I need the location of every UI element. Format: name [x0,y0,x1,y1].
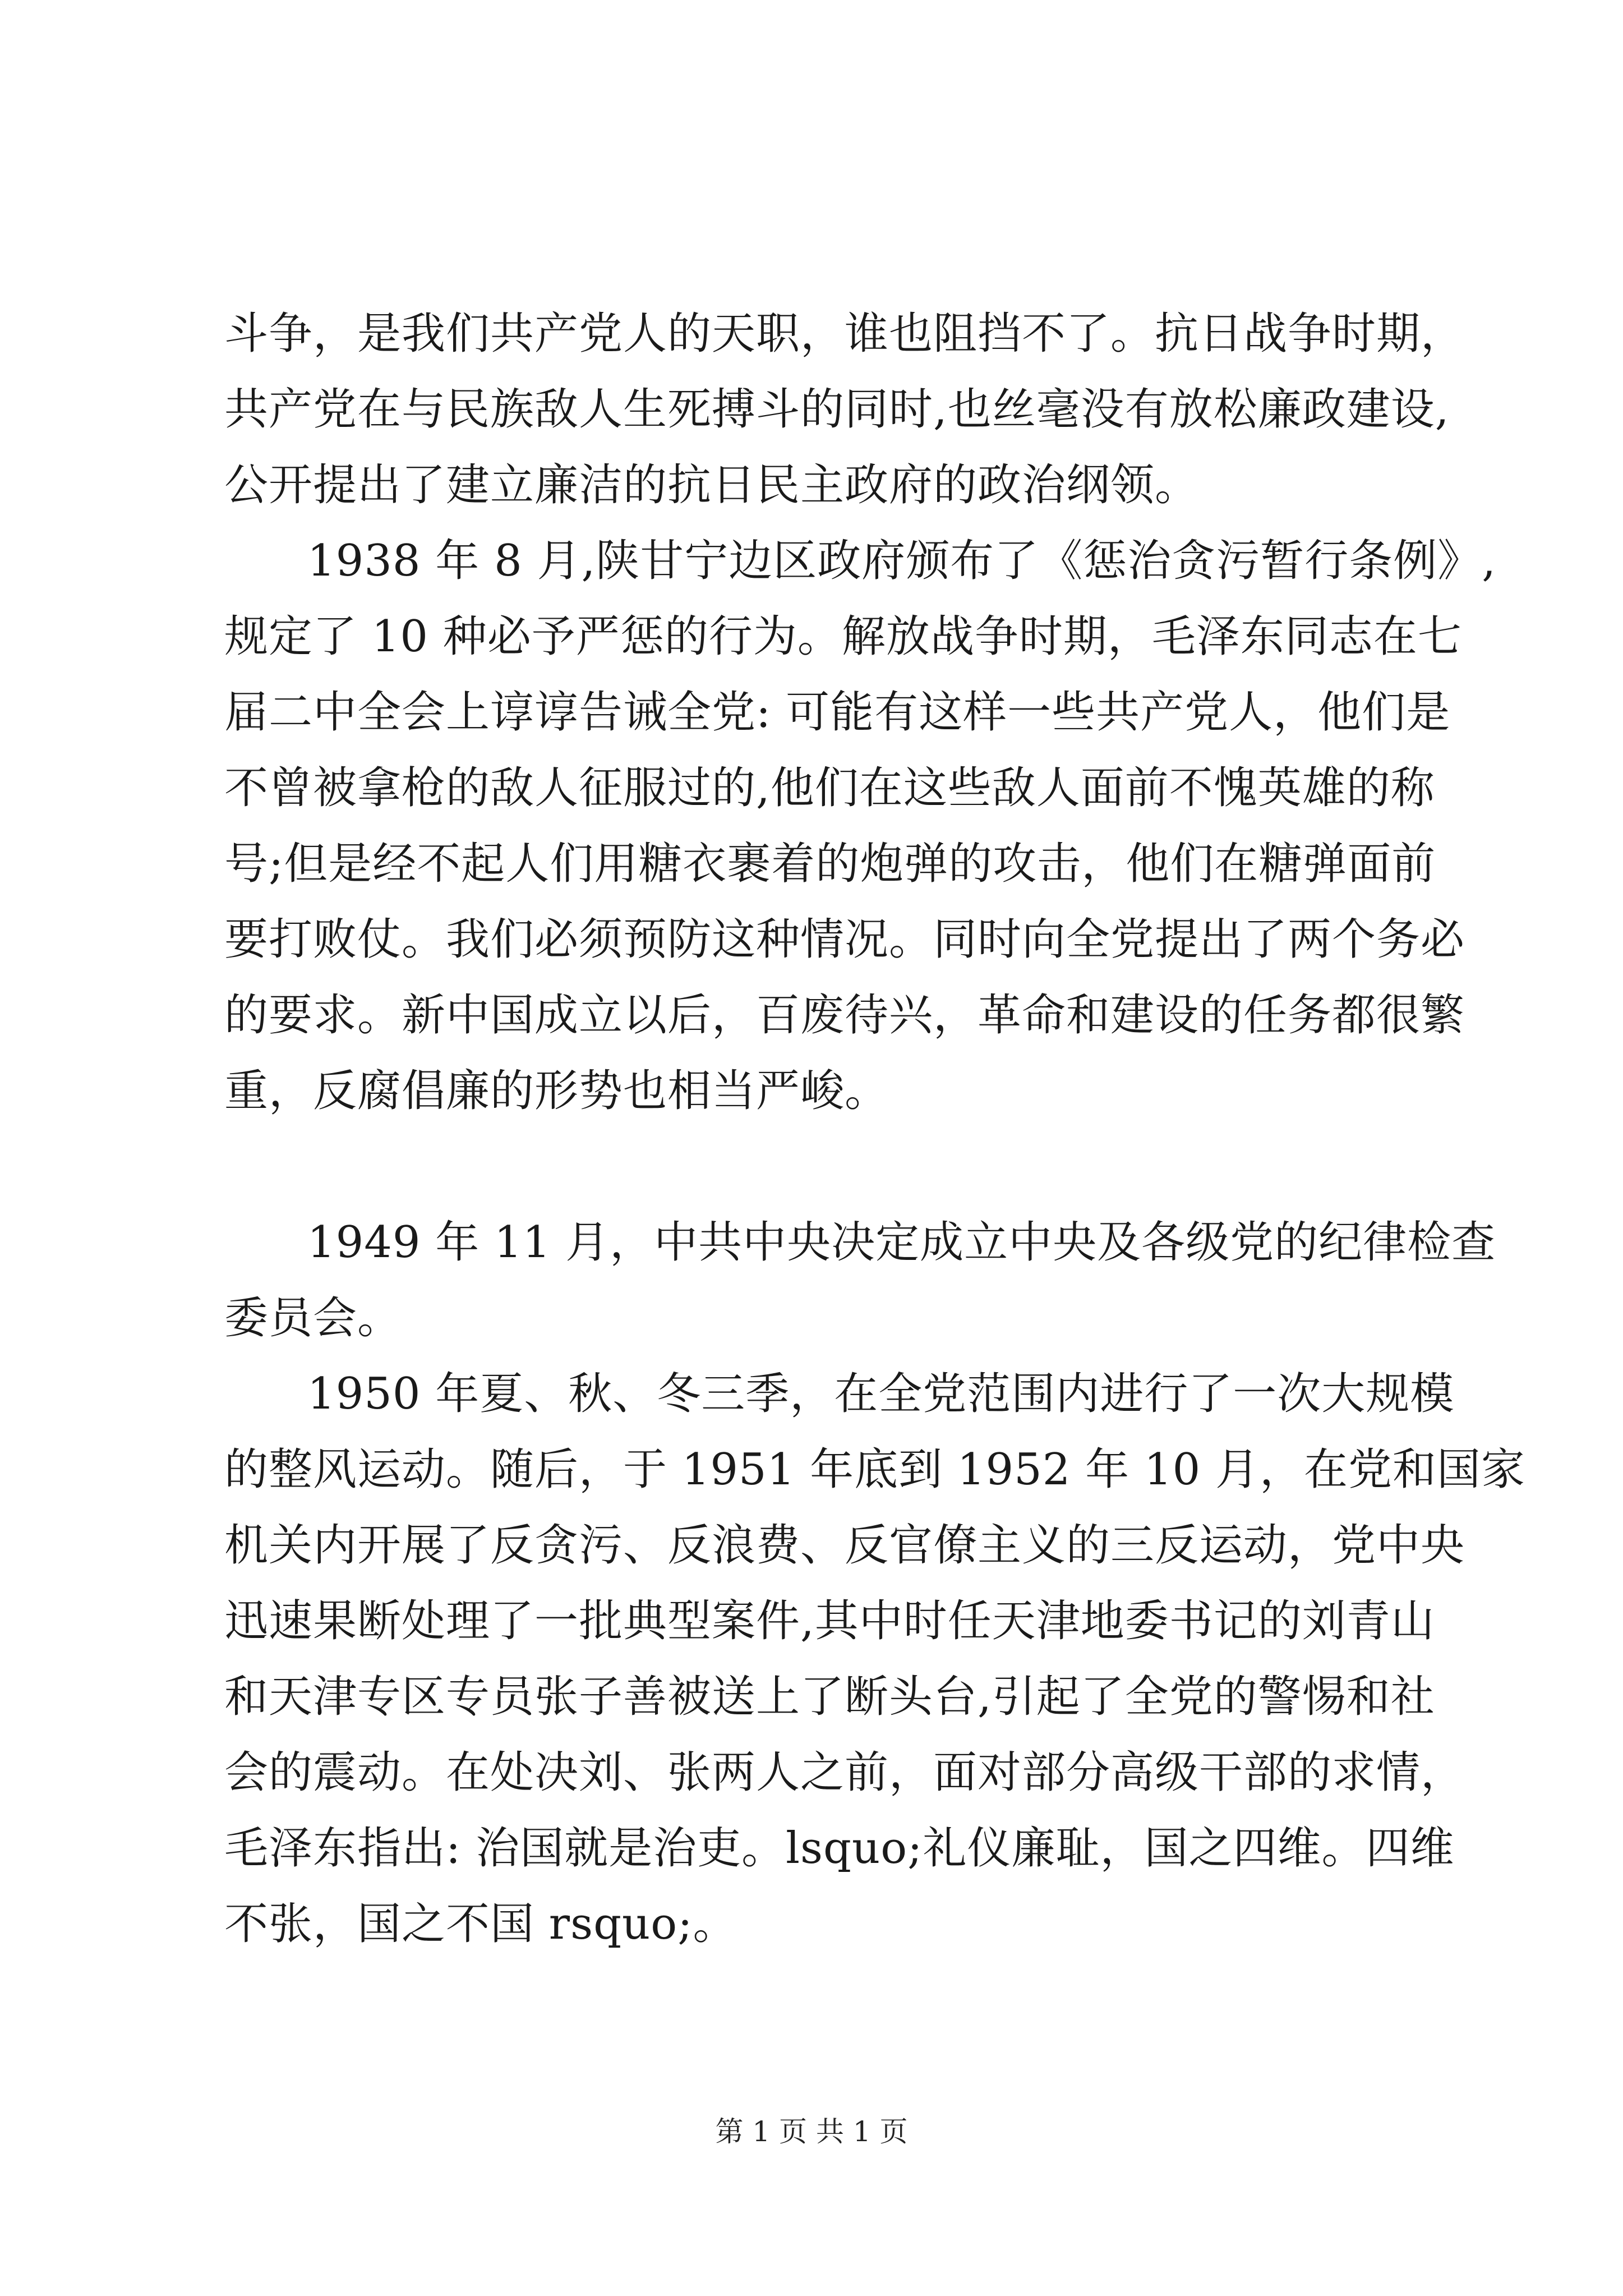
text-line: 委员会。 [224,1293,402,1343]
text-line: 共产党在与民族敌人生死搏斗的同时,也丝毫没有放松廉政建设, [224,384,1450,435]
text-line: 和天津专区专员张子善被送上了断头台,引起了全党的警惕和社 [224,1672,1435,1722]
paragraph-start-line: 1949 年 11 月，中共中央决定成立中央及各级党的纪律检查 [307,1217,1496,1268]
text-line: 迅速果断处理了一批典型案件,其中时任天津地委书记的刘青山 [224,1596,1435,1646]
text-line: 规定了 10 种必予严惩的行为。解放战争时期，毛泽东同志在七 [224,611,1462,662]
text-line: 号;但是经不起人们用糖衣裹着的炮弹的攻击，他们在糖弹面前 [224,839,1436,889]
text-line: 的要求。新中国成立以后，百废待兴，革命和建设的任务都很繁 [224,990,1465,1041]
text-line: 斗争，是我们共产党人的天职，谁也阻挡不了。抗日战争时期， [224,309,1465,359]
text-line: 毛泽东指出: 治国就是治吏。lsquo;礼仪廉耻，国之四维。四维 [224,1823,1455,1874]
paragraph-start-line: 1950 年夏、秋、冬三季，在全党范围内进行了一次大规模 [307,1369,1455,1419]
text-line: 不曾被拿枪的敌人征服过的,他们在这些敌人面前不愧英雄的称 [224,763,1435,813]
text-line: 的整风运动。随后，于 1951 年底到 1952 年 10 月，在党和国家 [224,1444,1526,1495]
text-line: 重，反腐倡廉的形势也相当严峻。 [224,1066,889,1116]
paragraph-start-line: 1938 年 8 月,陕甘宁边区政府颁布了《惩治贪污暂行条例》, [307,536,1497,586]
text-line: 会的震动。在处决刘、张两人之前，面对部分高级干部的求情， [224,1747,1465,1798]
text-line: 届二中全会上谆谆告诫全党: 可能有这样一些共产党人，他们是 [224,687,1451,738]
text-line: 机关内开展了反贪污、反浪费、反官僚主义的三反运动，党中央 [224,1520,1465,1571]
text-line: 不张，国之不国 rsquo;。 [224,1899,737,1949]
text-line: 要打败仗。我们必须预防这种情况。同时向全党提出了两个务必 [224,914,1465,965]
page-number-footer: 第 1 页 共 1 页 [715,2115,908,2148]
text-line: 公开提出了建立廉洁的抗日民主政府的政治纲领。 [224,460,1200,510]
